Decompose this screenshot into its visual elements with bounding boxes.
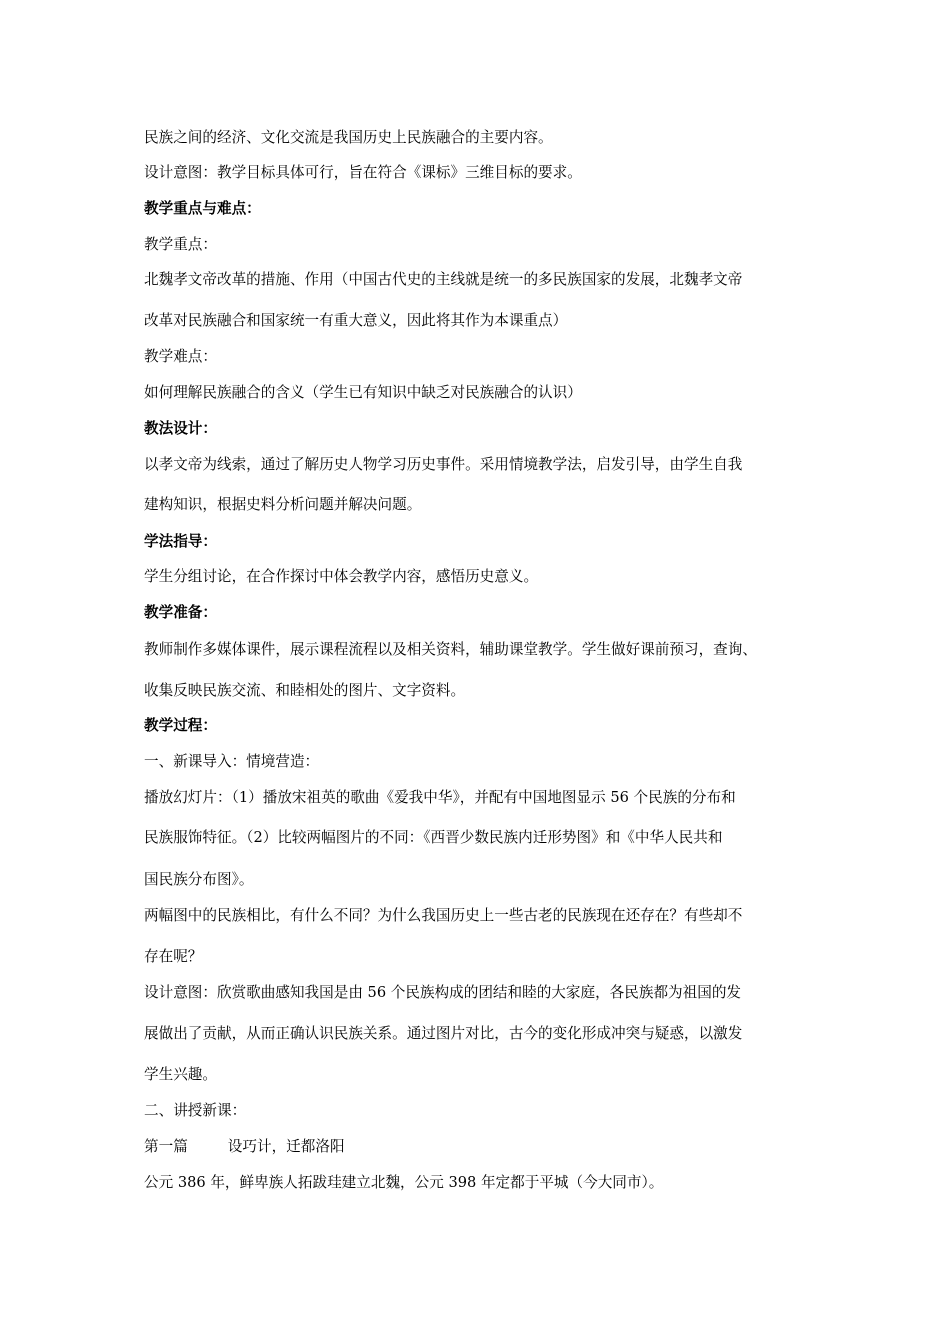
section-heading: 教学过程：: [144, 717, 217, 734]
text-line: 建构知识，根据史料分析问题并解决问题。: [144, 496, 422, 513]
text-line: 教学难点：: [144, 348, 217, 365]
text-line: 公元 386 年，鲜卑族人拓跋珪建立北魏，公元 398 年定都于平城（今大同市）。: [144, 1174, 664, 1191]
text-line: 教师制作多媒体课件，展示课程流程以及相关资料，辅助课堂教学。学生做好课前预习，查询、: [144, 641, 757, 658]
text-line: 教学重点：: [144, 236, 217, 253]
text-line: 收集反映民族交流、和睦相处的图片、文字资料。: [144, 682, 466, 699]
text-line: 北魏孝文帝改革的措施、作用（中国古代史的主线就是统一的多民族国家的发展，北魏孝文帝: [144, 271, 743, 288]
section-heading: 教法设计：: [144, 420, 217, 437]
text-line: 学生分组讨论，在合作探讨中体会教学内容，感悟历史意义。: [144, 568, 539, 585]
text-line: 设计意图：欣赏歌曲感知我国是由 56 个民族构成的团结和睦的大家庭，各民族都为祖国的发: [144, 984, 742, 1001]
text-line: 如何理解民族融合的含义（学生已有知识中缺乏对民族融合的认识）: [144, 384, 582, 401]
text-line: 设计意图：教学目标具体可行，旨在符合《课标》三维目标的要求。: [144, 164, 582, 181]
text-line: 民族服饰特征。（2）比较两幅图片的不同：《西晋少数民族内迁形势图》和《中华人民共和: [144, 829, 723, 846]
text-line: 播放幻灯片：（1）播放宋祖英的歌曲《爱我中华》，并配有中国地图显示 56 个民族的分布和: [144, 789, 736, 806]
text-line: 民族之间的经济、文化交流是我国历史上民族融合的主要内容。: [144, 129, 553, 146]
section-heading: 教学准备：: [144, 604, 217, 621]
text-line: 一、新课导入：情境营造：: [144, 753, 320, 770]
text-line: 以孝文帝为线索，通过了解历史人物学习历史事件。采用情境教学法，启发引导，由学生自我: [144, 456, 743, 473]
text-line: 展做出了贡献，从而正确认识民族关系。通过图片对比，古今的变化形成冲突与疑惑，以激发: [144, 1025, 743, 1042]
section-title-line: [144, 1137, 864, 1157]
text-line: 两幅图中的民族相比，有什么不同？为什么我国历史上一些古老的民族现在还存在？有些却不: [144, 907, 743, 924]
text-line: 国民族分布图》。: [144, 871, 254, 888]
text-line: 二、讲授新课：: [144, 1102, 247, 1119]
section-number: 第一篇: [144, 1138, 188, 1155]
text-line: 存在呢？: [144, 948, 203, 965]
section-heading: 学法指导：: [144, 533, 217, 550]
section-heading: 教学重点与难点：: [144, 200, 261, 217]
section-title: 设巧计，迁都洛阳: [227, 1138, 345, 1155]
text-line: 改革对民族融合和国家统一有重大意义，因此将其作为本课重点）: [144, 312, 568, 329]
text-line: 学生兴趣。: [144, 1066, 217, 1083]
